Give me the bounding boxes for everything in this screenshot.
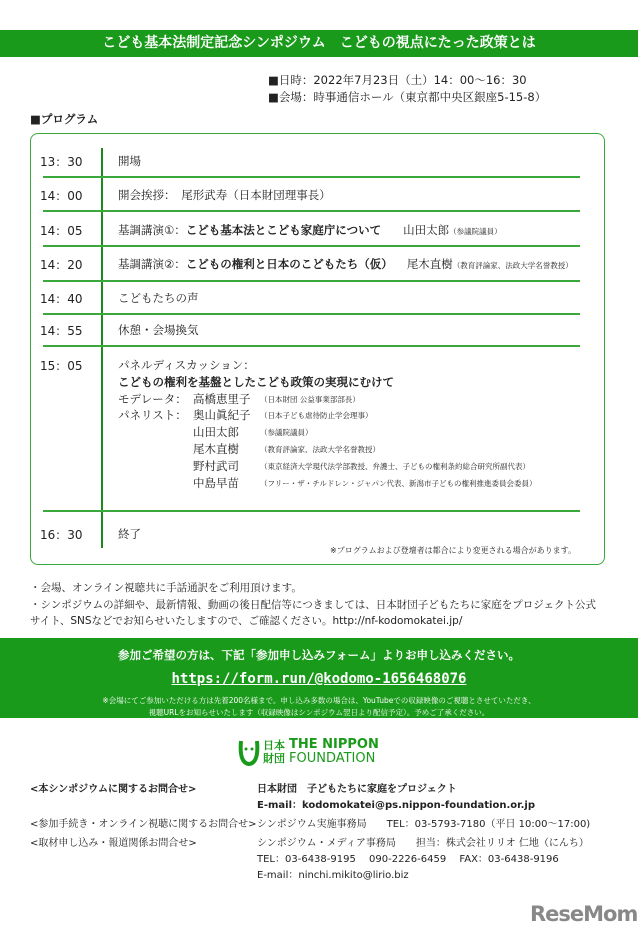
event-venue: ■会場：時事通信ホール（東京都中央区銀座5-15-8）: [268, 90, 547, 104]
contact-label: <本シンポジウムに関するお問合せ>: [30, 784, 197, 795]
divider: [101, 148, 103, 548]
resemom-watermark: ReseMom: [530, 902, 638, 926]
time: 13：30: [40, 155, 83, 169]
item-text: こどもたちの声: [118, 291, 199, 305]
item-text: 休憩・会場換気: [118, 323, 199, 337]
logo-face-icon: [238, 737, 260, 767]
moderator-label: モデレータ：: [118, 392, 187, 406]
time: 14：55: [40, 324, 83, 338]
person-role: （教育評論家、法政大学名誉教授）: [260, 445, 380, 454]
apply-note: ※会場にてご参加いただける方は先着200名様まで。申し込み多数の場合は、YouTubeでの収録映像のご視聴とさせていただき、: [102, 696, 536, 705]
note: ・会場、オンライン視聴共に手話通訳をご利用頂けます。: [30, 582, 302, 594]
nippon-foundation-logo: [238, 737, 379, 767]
event-datetime: ■日時：2022年7月23日（土）14：00〜16：30: [268, 73, 527, 87]
contact-email[interactable]: E-mail：ninchi.mikito@lirio.biz: [257, 870, 409, 881]
contact-email[interactable]: E-mail：kodomokatei@ps.nippon-foundation.or.jp: [257, 800, 535, 811]
divider: [43, 210, 580, 212]
divider: [43, 313, 580, 315]
item-text: 終了: [118, 527, 141, 541]
logo-text: THE NIPPON: [289, 737, 379, 752]
title-banner: こども基本法制定記念シンポジウム こどもの視点にたった政策とは: [0, 30, 638, 57]
divider: [43, 280, 580, 282]
person-name: 中島早苗: [193, 476, 239, 490]
time: 14：20: [40, 258, 83, 272]
program-heading: ■プログラム: [30, 112, 99, 126]
contact-label: <取材申し込み・報道関係お問合せ>: [30, 838, 197, 849]
time: 14：05: [40, 224, 83, 238]
divider: [43, 345, 580, 347]
person-name: 尾木直樹: [193, 442, 239, 456]
person-role: （フリー・ザ・チルドレン・ジャパン代表、新潟市子どもの権利推進委員会委員）: [260, 479, 537, 488]
note: ・シンポジウムの詳細や、最新情報、動画の後日配信等につきましては、日本財団子どもたちに家庭をプロジェクト公式: [30, 599, 596, 611]
person-name: 野村武司: [193, 459, 239, 473]
apply-text: 参加ご希望の方は、下記「参加申し込みフォーム」よりお申し込みください。: [118, 648, 520, 662]
person-name: 奥山眞紀子: [193, 408, 251, 422]
person-name: 高橋恵里子: [193, 392, 251, 406]
person-role: （日本財団 公益事業部部長）: [260, 395, 360, 404]
speaker: 山田太郎: [403, 223, 450, 237]
person-name: 山田太郎: [193, 425, 239, 439]
logo-text: 財団: [263, 752, 285, 765]
contact-line: シンポジウム・メディア事務局 担当：株式会社リリオ 仁地（にんち）: [257, 838, 589, 849]
person-role: （東京経済大学現代法学部教授、弁護士、子どもの権利条約総合研究所副代表）: [260, 462, 530, 471]
speaker-role: （教育評論家、法政大学名誉教授）: [452, 261, 573, 270]
contact-label: <参加手続き・オンライン視聴に関するお問合せ>: [30, 819, 257, 830]
apply-form-link[interactable]: https://form.run/@kodomo-1656468076: [171, 671, 467, 687]
speaker-role: （参議院議員）: [449, 227, 502, 236]
item-title: こどもの権利を基盤としたこども政策の実現にむけて: [118, 375, 394, 389]
contact-line: 日本財団 子どもたちに家庭をプロジェクト: [257, 784, 457, 795]
time: 16：30: [40, 528, 83, 542]
apply-section: [0, 638, 638, 718]
item-text: 開場: [118, 154, 141, 168]
panelist-label: パネリスト：: [118, 408, 187, 422]
divider: [43, 245, 580, 247]
time: 14：40: [40, 292, 83, 306]
item-text: パネルディスカッション：: [118, 358, 255, 372]
item-title: こども基本法とこども家庭庁について: [185, 223, 382, 237]
contact-line: シンポジウム実施事務局 TEL：03-5793-7180（平日 10:00〜17:00): [257, 819, 591, 830]
logo-text: FOUNDATION: [289, 751, 376, 766]
item-text: 開会挨拶： 尾形武寿（日本財団理事長）: [118, 188, 331, 202]
contact-line: TEL：03-6438-9195 090-2226-6459 FAX：03-6438-9196: [257, 854, 559, 865]
time: 14：00: [40, 189, 83, 203]
item-prefix: 基調講演①：: [118, 223, 186, 237]
logo-text: 日本: [263, 739, 285, 752]
apply-note: 視聴URLをお知らせいたします（収録映像はシンポジウム翌日より配信予定）。予めご了承ください。: [148, 708, 490, 717]
time: 15：05: [40, 359, 83, 373]
person-role: （日本子ども虐待防止学会理事）: [260, 411, 373, 420]
item-title: こどもの権利と日本のこどもたち（仮）: [185, 257, 393, 271]
program-note: ※プログラムおよび登壇者は都合により変更される場合があります。: [330, 546, 576, 555]
divider: [43, 510, 580, 512]
item-prefix: 基調講演②：: [118, 257, 186, 271]
speaker: 尾木直樹: [406, 257, 453, 271]
note: サイト、SNSなどでお知らせいたしますので、ご確認ください。http://nf-kodomokatei.jp/: [30, 615, 463, 627]
divider: [43, 176, 580, 178]
person-role: （参議院議員）: [260, 428, 313, 437]
